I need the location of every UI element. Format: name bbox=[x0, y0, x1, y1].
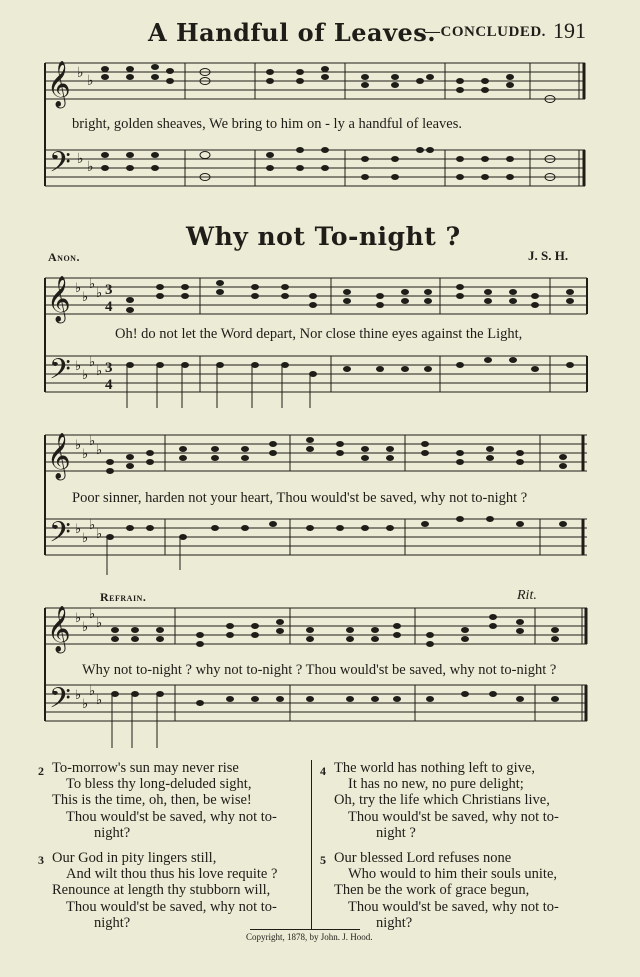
page-number: 191 bbox=[553, 18, 586, 43]
svg-text:4: 4 bbox=[105, 377, 113, 393]
music-system-2 bbox=[35, 268, 595, 418]
hymn2-lyric-line-3: Why not to-night ? why not to-night ? Thou would'st be saved, why not to-night ? bbox=[82, 662, 557, 678]
verse-3-number: 3 bbox=[38, 853, 44, 867]
svg-text:♭: ♭ bbox=[96, 692, 103, 707]
svg-text:𝄞: 𝄞 bbox=[47, 276, 71, 321]
svg-text:♭: ♭ bbox=[82, 696, 89, 711]
hymn2-lyric-line-1: Oh! do not let the Word depart, Nor close thine eyes against the Light, bbox=[115, 326, 523, 342]
svg-text:♭: ♭ bbox=[82, 446, 89, 461]
verse-4-line-5: night ? bbox=[376, 824, 416, 841]
svg-text:♭: ♭ bbox=[75, 280, 82, 295]
svg-text:♭: ♭ bbox=[89, 517, 96, 532]
svg-text:𝄞: 𝄞 bbox=[47, 606, 71, 651]
refrain-label: Refrain. bbox=[100, 590, 147, 604]
verse-4-line-4: Thou would'st be saved, why not to- bbox=[348, 808, 559, 825]
svg-text:♭: ♭ bbox=[96, 442, 103, 457]
svg-text:𝄢: 𝄢 bbox=[49, 684, 71, 721]
copyright-notice: Copyright, 1878, by John. J. Hood. bbox=[246, 932, 373, 942]
svg-text:3: 3 bbox=[105, 282, 113, 298]
copyright-rule bbox=[250, 929, 360, 930]
svg-text:𝄢: 𝄢 bbox=[49, 148, 71, 185]
svg-text:♭: ♭ bbox=[89, 683, 96, 698]
verse-5-line-2: Who would to him their souls unite, bbox=[348, 866, 558, 883]
hymn2-lyric-line-2: Poor sinner, harden not your heart, Thou would'st be saved, why not to-night ? bbox=[72, 490, 528, 506]
verse-3-line-5: night? bbox=[94, 914, 131, 931]
verse-2-line-5: night? bbox=[94, 824, 131, 841]
svg-text:♭: ♭ bbox=[96, 526, 103, 541]
verse-5-line-5: night? bbox=[376, 914, 413, 931]
hymn1-lyric-line: bright, golden sheaves, We bring to him on - ly a handful of leaves. bbox=[72, 116, 462, 132]
verse-2 bbox=[52, 760, 277, 841]
column-divider bbox=[311, 760, 312, 930]
verse-3-line-1: Our God in pity lingers still, bbox=[52, 850, 217, 866]
verse-5-line-1: Our blessed Lord refuses none bbox=[334, 850, 512, 866]
continued-title: A Handful of Leaves. bbox=[148, 18, 437, 47]
svg-text:♭: ♭ bbox=[77, 152, 84, 167]
verse-4-number: 4 bbox=[320, 764, 326, 778]
verse-5-number: 5 bbox=[320, 853, 326, 867]
svg-text:♭: ♭ bbox=[75, 610, 82, 625]
verse-5 bbox=[334, 850, 559, 931]
svg-text:♭: ♭ bbox=[87, 74, 94, 89]
rit-label: Rit. bbox=[517, 588, 537, 603]
verse-3-line-2: And wilt thou thus his love requite ? bbox=[66, 866, 278, 883]
music-credit: J. S. H. bbox=[528, 248, 569, 263]
verse-4-line-2: It has no new, no pure delight; bbox=[348, 776, 524, 793]
svg-text:𝄞: 𝄞 bbox=[47, 61, 71, 106]
verse-2-line-4: Thou would'st be saved, why not to- bbox=[66, 808, 277, 825]
svg-text:♭: ♭ bbox=[82, 530, 89, 545]
svg-text:♭: ♭ bbox=[89, 276, 96, 291]
verse-4 bbox=[334, 760, 559, 841]
svg-text:♭: ♭ bbox=[96, 615, 103, 630]
svg-text:𝄢: 𝄢 bbox=[49, 518, 71, 555]
svg-text:♭: ♭ bbox=[96, 285, 103, 300]
svg-text:♭: ♭ bbox=[82, 367, 89, 382]
svg-text:♭: ♭ bbox=[89, 433, 96, 448]
verse-3-line-4: Thou would'st be saved, why not to- bbox=[66, 898, 277, 915]
verse-5-line-3: Then be the work of grace begun, bbox=[334, 882, 530, 899]
verse-4-line-1: The world has nothing left to give, bbox=[334, 760, 535, 776]
svg-text:♭: ♭ bbox=[75, 358, 82, 373]
verse-4-line-3: Oh, try the life which Christians live, bbox=[334, 792, 550, 809]
concluded-label: —CONCLUDED. bbox=[425, 24, 546, 40]
hymn-title: Why not To-night ? bbox=[186, 222, 461, 251]
svg-text:3: 3 bbox=[105, 360, 113, 376]
svg-text:♭: ♭ bbox=[75, 521, 82, 536]
svg-text:♭: ♭ bbox=[82, 289, 89, 304]
svg-text:♭: ♭ bbox=[77, 66, 84, 81]
verse-2-line-2: To bless thy long-deluded sight, bbox=[66, 776, 252, 793]
svg-text:♭: ♭ bbox=[87, 160, 94, 175]
verse-3 bbox=[52, 850, 277, 931]
svg-text:♭: ♭ bbox=[82, 619, 89, 634]
svg-text:4: 4 bbox=[105, 299, 113, 315]
svg-text:♭: ♭ bbox=[89, 354, 96, 369]
svg-text:♭: ♭ bbox=[75, 437, 82, 452]
verse-2-line-3: This is the time, oh, then, be wise! bbox=[52, 792, 252, 809]
verse-2-number: 2 bbox=[38, 764, 44, 778]
words-credit: Anon. bbox=[48, 250, 80, 264]
svg-text:♭: ♭ bbox=[96, 363, 103, 378]
verse-2-line-1: To-morrow's sun may never rise bbox=[52, 760, 239, 776]
svg-text:♭: ♭ bbox=[89, 606, 96, 621]
verse-3-line-3: Renounce at length thy stubborn will, bbox=[52, 882, 271, 899]
svg-text:♭: ♭ bbox=[75, 687, 82, 702]
svg-text:𝄞: 𝄞 bbox=[47, 433, 71, 478]
verse-5-line-4: Thou would'st be saved, why not to- bbox=[348, 898, 559, 915]
svg-text:𝄢: 𝄢 bbox=[49, 355, 71, 392]
